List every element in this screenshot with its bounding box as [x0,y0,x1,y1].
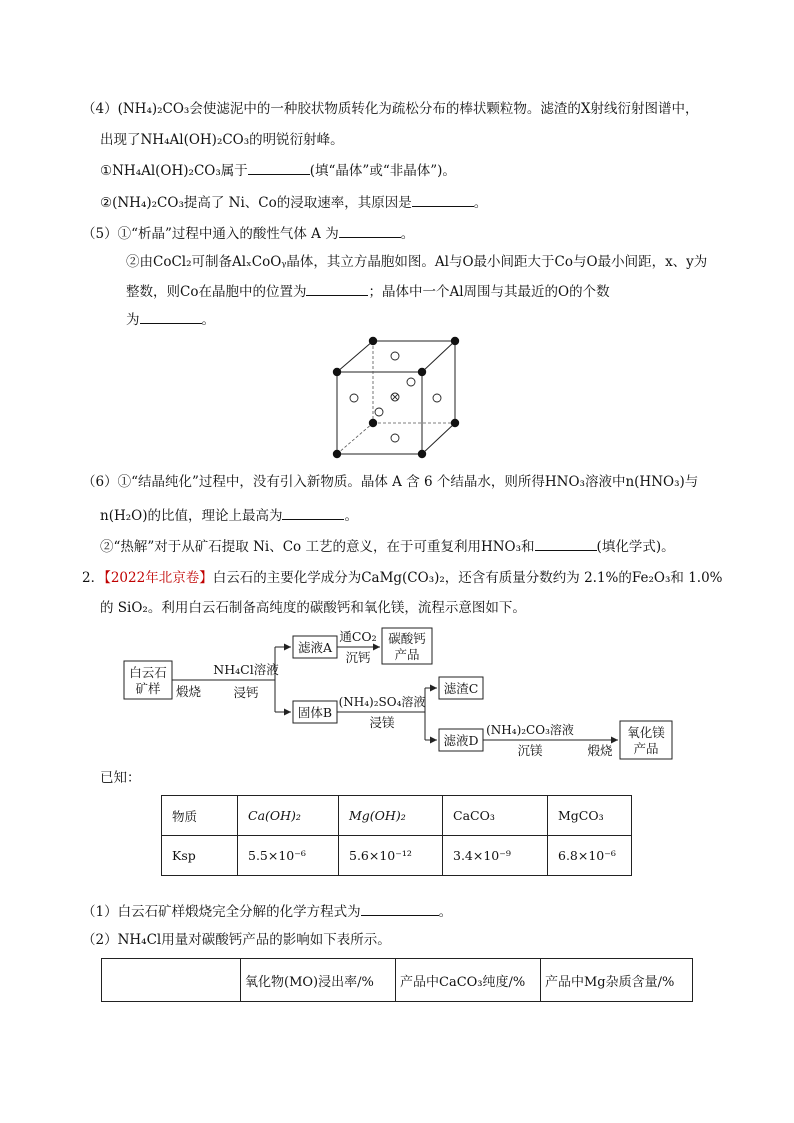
face-atom [391,434,399,442]
answer-blank[interactable] [361,903,439,916]
box-ore [124,661,172,699]
ksp-table [161,795,632,876]
face-atom [350,394,358,402]
ksp-value: 5.6×10⁻¹² [339,836,443,876]
q5-line1-suffix: 。 [400,226,415,242]
ksp-header-row [162,796,632,836]
q6-line2-prefix: n(H₂O)的比值，理论上最高为 [100,508,283,524]
q6-line3-prefix: ②“热解”对于从矿石提取 Ni、Co 工艺的意义，在于可重复利用HNO₃和 [100,539,535,555]
body-center-atom [391,393,399,401]
box-mgo-product [620,721,672,759]
box-solid-b [293,701,337,723]
flow-filtrate-a: 滤液A [297,640,333,655]
ksp-header: CaCO₃ [443,796,548,836]
p2-line1 [82,568,723,588]
q4-sub1-prefix: ①NH₄Al(OH)₂CO₃属于 [100,163,248,179]
q6-line1: （6）①“结晶纯化”过程中，没有引入新物质。晶体 A 含 6 个结晶水，则所得HNO₃溶液中n(HNO₃)与 [82,474,699,490]
p2q1-line [82,902,452,922]
flow-caco3-1: 碳酸钙 [388,631,426,646]
answer-blank[interactable] [140,311,202,324]
box-filtrate-a [293,636,337,658]
flow-precip-mg: 沉镁 [517,743,543,758]
flow-residue-c: 滤渣C [443,681,479,696]
flow-ore-1: 白云石 [129,665,167,680]
corner-atom [451,337,459,345]
table2-header: 产品中Mg杂质含量/% [541,959,693,1002]
ksp-header: 物质 [162,796,238,836]
flow-calcine: 煅烧 [176,684,202,699]
ksp-header: Ca(OH)₂ [238,796,339,836]
flow-nh4cl: NH₄Cl溶液 [213,662,279,677]
answer-blank[interactable] [339,225,401,238]
flow-ore-2: 矿样 [135,681,161,696]
flow-co2: 通CO₂ [339,629,377,644]
answer-blank[interactable] [412,194,474,207]
box-caco3-product [382,628,432,664]
face-atom [407,378,415,386]
answer-blank[interactable] [306,283,368,296]
ksp-value: 3.4×10⁻⁹ [443,836,548,876]
p2-line1-rest: 白云石的主要化学成分为CaMg(CO₃)₂，还含有质量分数约为 2.1%的Fe₂O₃和 1.0% [212,570,723,586]
corner-atom [451,419,459,427]
q6-line2 [100,506,358,526]
flow-filtrate-d: 滤液D [443,733,479,748]
q6-line3-suffix: (填化学式)。 [596,539,675,555]
q4-sub2 [100,193,487,213]
corner-atom [418,450,426,458]
ksp-value: 6.8×10⁻⁶ [548,836,632,876]
flow-solid-b: 固体B [297,705,333,720]
q5-line4-suffix: 。 [201,312,215,328]
corner-atom [369,419,377,427]
table2-header: 产品中CaCO₃纯度/% [396,959,541,1002]
nh4cl-effect-table [101,958,693,1002]
corner-atom [333,368,341,376]
table2-header: 氧化物(MO)浸出率/% [241,959,396,1002]
p2q2-line: （2）NH₄Cl用量对碳酸钙产品的影响如下表所示。 [82,932,391,948]
flow-leach-mg: 浸镁 [369,715,395,730]
corner-atom [333,450,341,458]
face-atom [375,408,383,416]
q5-line4 [126,310,215,330]
flow-precip-ca: 沉钙 [345,650,371,665]
corner-atom [418,368,426,376]
ksp-value: 5.5×10⁻⁶ [238,836,339,876]
corner-atom [369,337,377,345]
known-label: 已知： [100,770,141,786]
q6-line2-suffix: 。 [344,508,358,524]
face-atom [433,394,441,402]
face-atom [391,352,399,360]
answer-blank[interactable] [248,162,310,175]
flow-calcine-2: 煅烧 [587,743,613,758]
flow-mgo-2: 产品 [633,741,659,756]
unit-cell-figure [325,330,465,460]
q4-line2: 出现了NH₄Al(OH)₂CO₃的明锐衍射峰。 [100,132,344,148]
p2q1-suffix: 。 [438,904,453,920]
flow-nh4so4: (NH₄)₂SO₄溶液 [338,695,426,709]
flow-leach-ca: 浸钙 [233,685,259,700]
q5-line3-mid: ；晶体中一个Al周围与其最近的O的个数 [368,284,610,300]
box-residue-c [439,677,483,699]
ksp-header: MgCO₃ [548,796,632,836]
q6-line3 [100,537,675,557]
table2-header-row [102,959,693,1002]
q5-line1 [82,224,414,244]
p2-number: 2． [82,570,105,586]
p2-line2: 的 SiO₂。利用白云石制备高纯度的碳酸钙和氧化镁，流程示意图如下。 [100,600,526,616]
p2q1-prefix: （1）白云石矿样煅烧完全分解的化学方程式为 [82,904,361,920]
table2-header [102,959,241,1002]
flow-caco3-2: 产品 [394,647,420,662]
q4-sub1-suffix: (填“晶体”或“非晶体”)。 [309,163,456,179]
p2-source-tag: 【2022年北京卷】 [104,570,213,586]
box-filtrate-d [439,729,483,751]
q5-line3 [126,282,610,302]
flow-nh4co3: (NH₄)₂CO₃溶液 [486,723,574,737]
answer-blank[interactable] [282,507,344,520]
q5-line2: ②由CoCl₂可制备AlₓCoOᵧ晶体，其立方晶胞如图。Al与O最小间距大于Co与O最小间距，x、y为 [126,254,708,270]
q4-sub2-prefix: ②(NH₄)₂CO₃提高了 Ni、Co的浸取速率，其原因是 [100,195,412,211]
q5-line4-prefix: 为 [126,312,140,328]
ksp-value-row [162,836,632,876]
ksp-header: Mg(OH)₂ [339,796,443,836]
q4-sub1 [100,161,456,181]
q5-line1-prefix: （5）①“析晶”过程中通入的酸性气体 A 为 [82,226,339,242]
q4-line1: （4）(NH₄)₂CO₃会使滤泥中的一种胶状物质转化为疏松分布的棒状颗粒物。滤渣的X射线衍射图谱中， [82,101,699,117]
ksp-row-label: Ksp [162,836,238,876]
q5-line3-prefix: 整数，则Co在晶胞中的位置为 [126,284,307,300]
answer-blank[interactable] [535,538,597,551]
q4-sub2-suffix: 。 [473,195,488,211]
flow-mgo-1: 氧化镁 [627,725,665,740]
